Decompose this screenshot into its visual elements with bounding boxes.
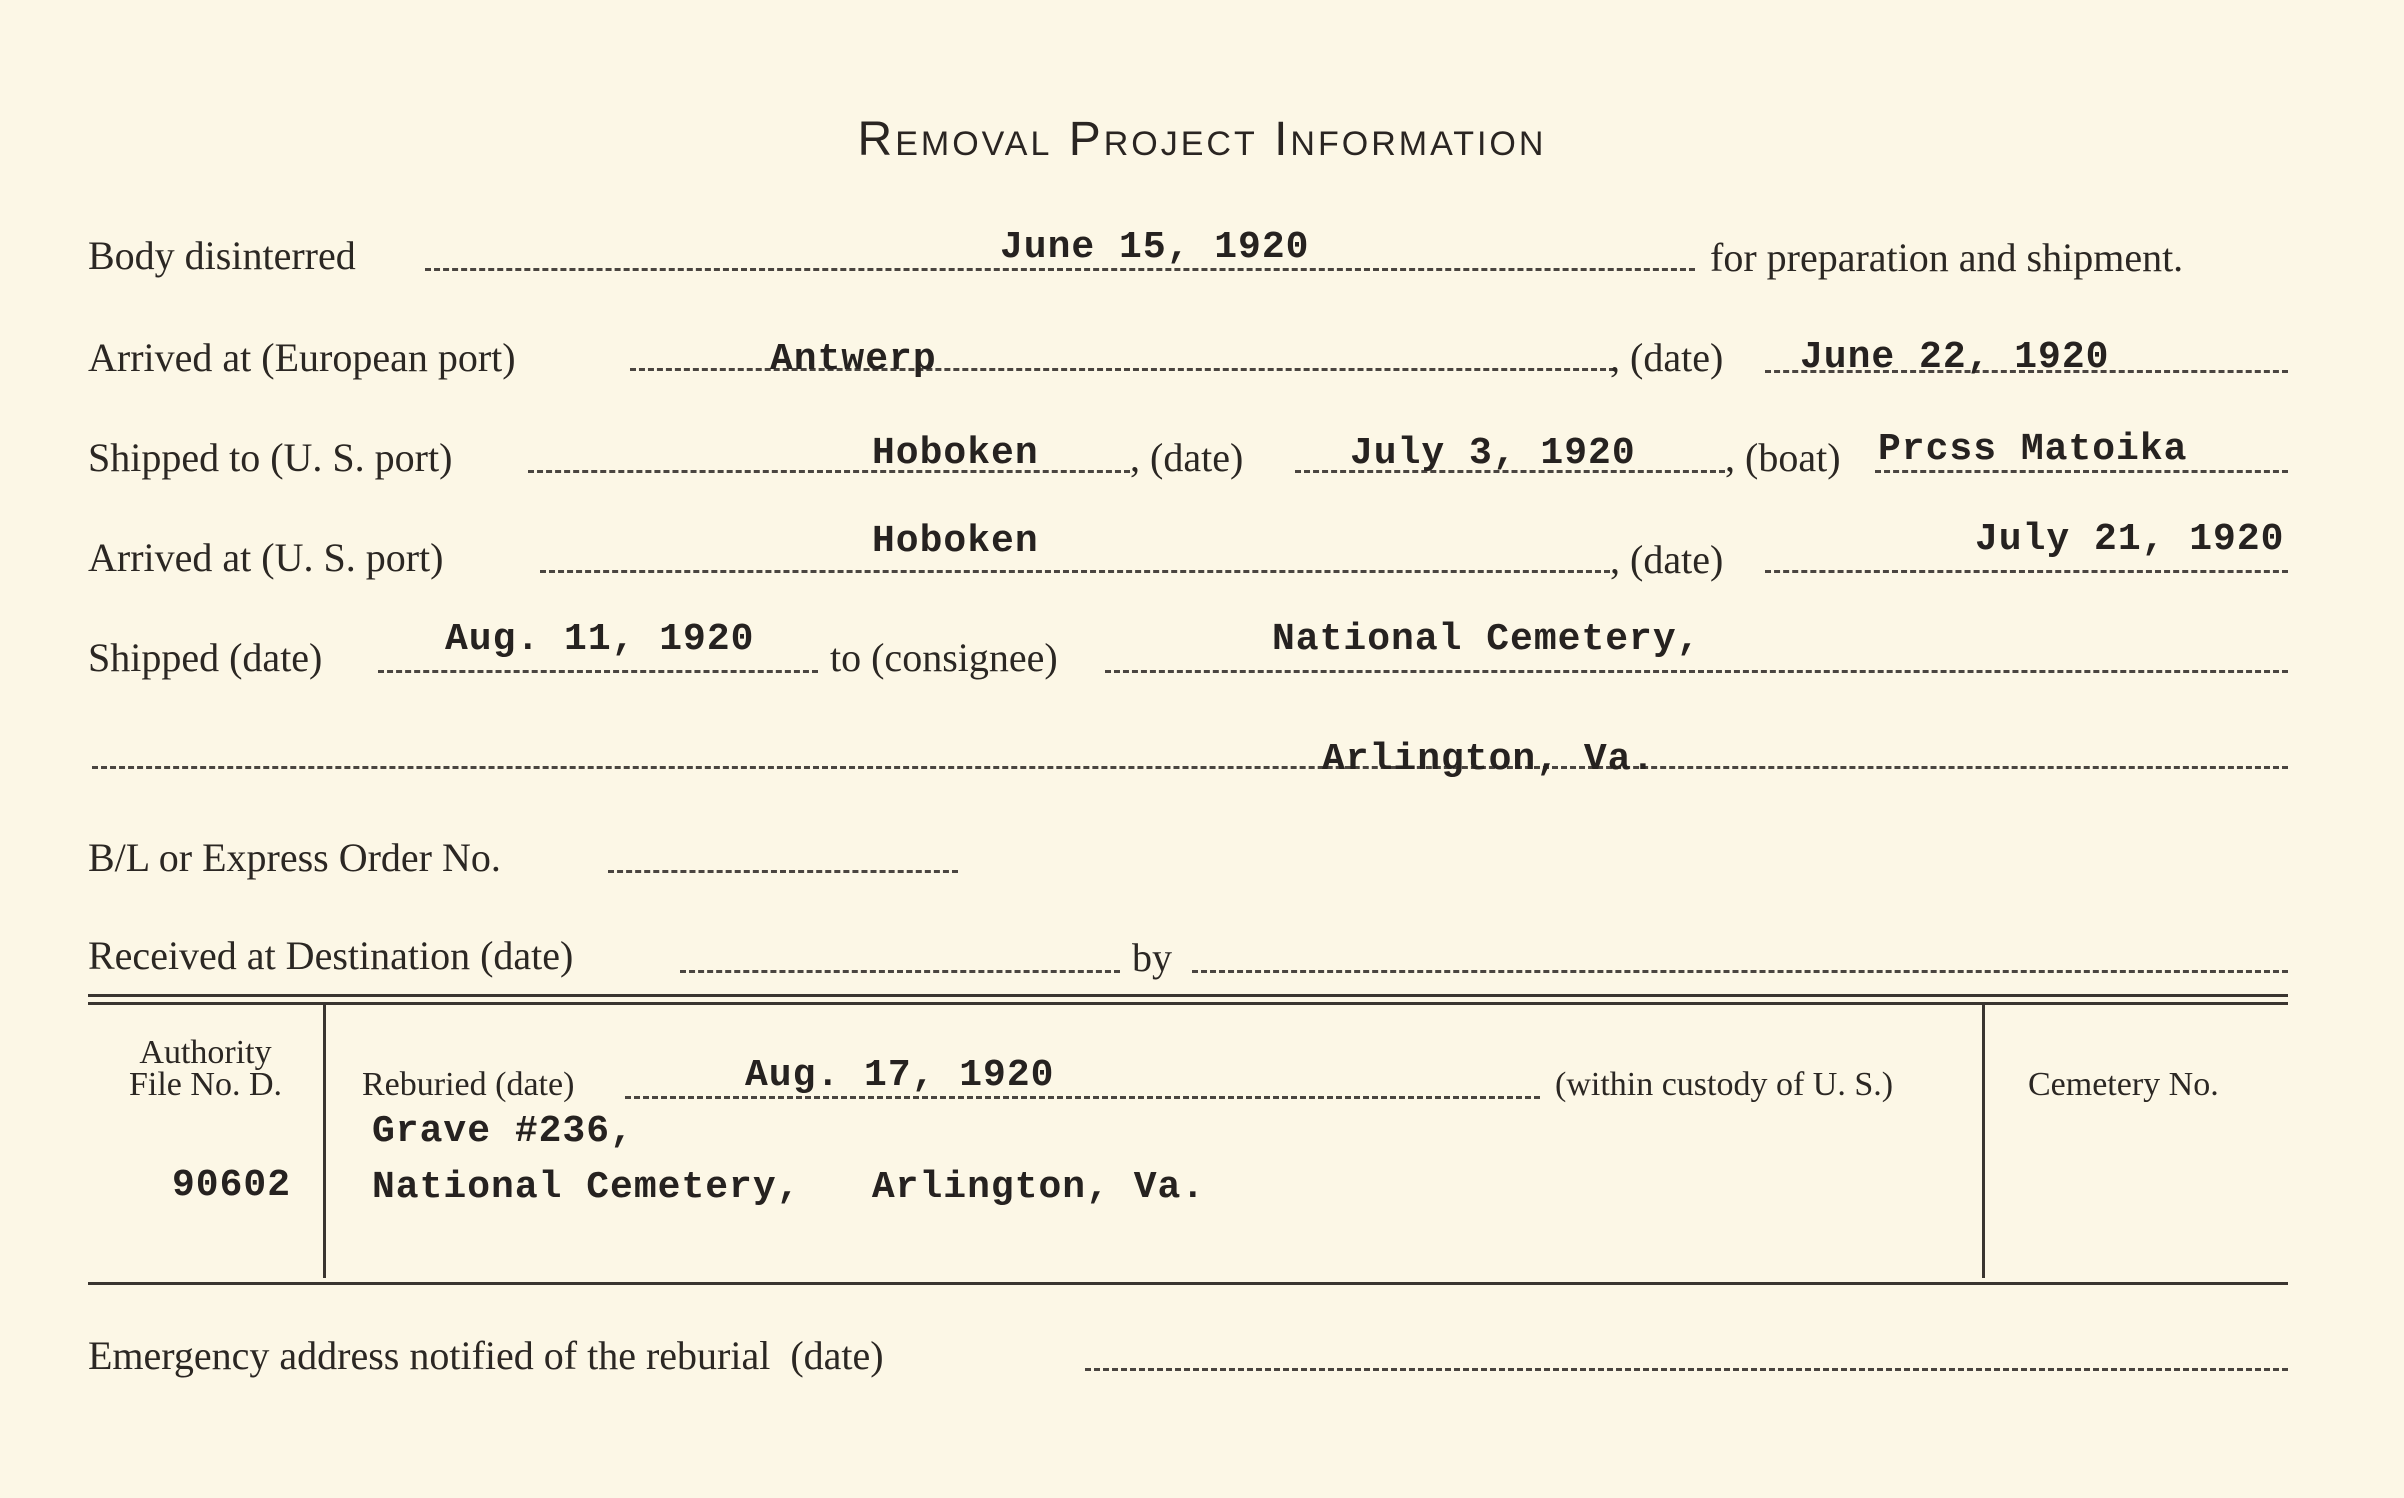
arrived-us-port-value: Hoboken: [872, 520, 1039, 563]
consignee-value: National Cemetery,: [1272, 618, 1701, 661]
european-date-label: , (date): [1610, 335, 1724, 380]
bl-order-line: [608, 870, 958, 873]
box-top-rule: [88, 994, 2288, 997]
grave-location: National Cemetery, Arlington, Va.: [372, 1166, 1206, 1209]
shipped-us-label: Shipped to (U. S. port): [88, 435, 453, 480]
box-bottom-rule: [88, 1282, 2288, 1285]
reburied-date-value: Aug. 17, 1920: [745, 1054, 1055, 1097]
arrived-us-date-label: , (date): [1610, 537, 1724, 582]
consignee-label: to (consignee): [830, 635, 1058, 680]
box-divider-right: [1982, 1004, 1985, 1278]
consignee-line2-value: Arlington, Va.: [1322, 738, 1656, 781]
body-disinterred-label: Body disinterred: [88, 233, 356, 278]
body-disinterred-date: June 15, 1920: [1000, 226, 1310, 269]
arrived-us-date-value: July 21, 1920: [1975, 518, 2285, 561]
authority-file-number: 90602: [172, 1164, 292, 1207]
authority-label: Authority: [139, 1034, 272, 1071]
shipped-row-date-value: Aug. 11, 1920: [445, 618, 755, 661]
arrived-us-port-line: [540, 570, 1610, 573]
shipped-row-date-line: [378, 670, 818, 673]
shipped-date-row-label: Shipped (date): [88, 635, 323, 680]
received-by-label: by: [1132, 935, 1172, 980]
arrived-european-label: Arrived at (European port): [88, 335, 516, 380]
boat-value: Prcss Matoika: [1878, 428, 2188, 471]
card-title: Removal Project Information: [857, 113, 1547, 166]
box-divider-left: [323, 1004, 326, 1278]
shipped-date-label: , (date): [1130, 435, 1244, 480]
boat-label: , (boat): [1725, 435, 1841, 480]
received-destination-label: Received at Destination (date): [88, 933, 574, 978]
emergency-label: Emergency address notified of the reburial (date): [88, 1333, 884, 1378]
preparation-shipment-label: for preparation and shipment.: [1710, 235, 2184, 280]
custody-label: (within custody of U. S.): [1555, 1066, 1894, 1103]
european-date-value: June 22, 1920: [1800, 336, 2110, 379]
us-port-line: [528, 470, 1130, 473]
consignee-line: [1105, 670, 2288, 673]
arrived-us-label: Arrived at (U. S. port): [88, 535, 444, 580]
arrived-us-date-line: [1765, 570, 2288, 573]
received-by-line: [1192, 970, 2288, 973]
shipped-date-value: July 3, 1920: [1350, 432, 1636, 475]
consignee-continuation-line: [92, 766, 2288, 769]
shipped-us-port-value: Hoboken: [872, 432, 1039, 475]
cemetery-no-label: Cemetery No.: [2028, 1066, 2219, 1103]
received-date-line: [680, 970, 1120, 973]
box-top-rule-2: [88, 1002, 2288, 1005]
reburied-label: Reburied (date): [362, 1066, 575, 1103]
file-no-label: File No. D.: [129, 1066, 282, 1103]
bl-order-label: B/L or Express Order No.: [88, 835, 501, 880]
emergency-date-line: [1085, 1368, 2288, 1371]
grave-number: Grave #236,: [372, 1110, 634, 1153]
european-port-value: Antwerp: [770, 338, 937, 381]
